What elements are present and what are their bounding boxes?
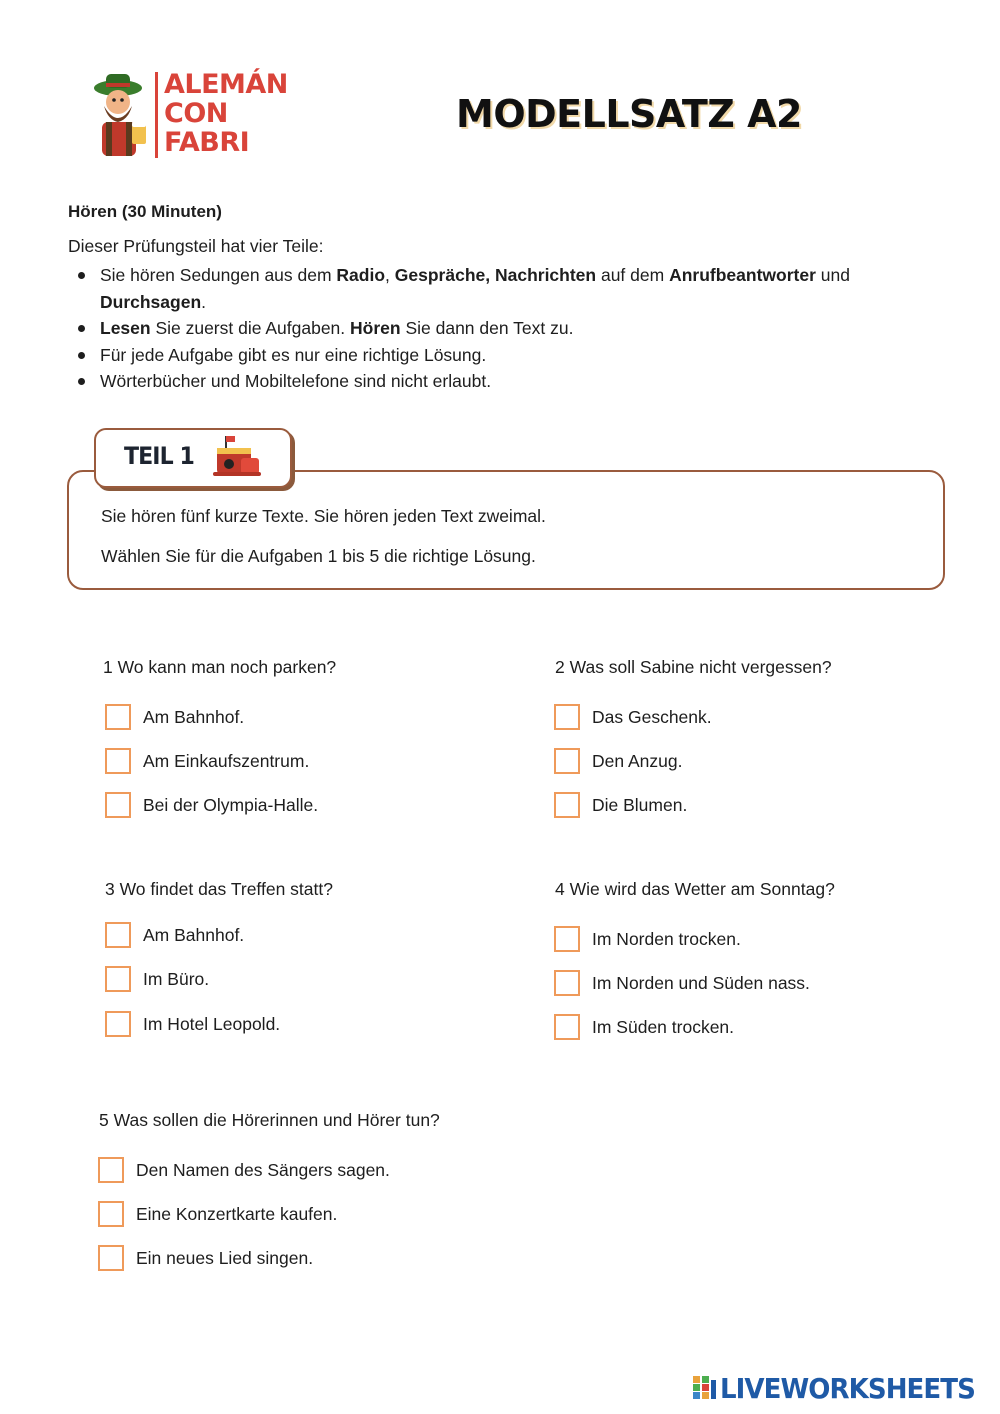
option-label: Am Einkaufszentrum. — [143, 750, 310, 771]
option-label: Den Anzug. — [592, 750, 683, 771]
answer-checkbox[interactable] — [105, 966, 131, 992]
answer-checkbox[interactable] — [554, 792, 580, 818]
intro-text: Dieser Prüfungsteil hat vier Teile: — [68, 236, 324, 256]
question-1: 1 Wo kann man noch parken? — [103, 657, 337, 677]
teil-tab — [94, 428, 292, 488]
answer-option — [554, 704, 712, 730]
answer-option — [105, 748, 309, 774]
liveworksheets-wordmark: LIVEWORKSHEETS — [720, 1371, 975, 1405]
option-label: Ein neues Lied singen. — [136, 1247, 314, 1268]
option-label: Im Süden trocken. — [592, 1016, 735, 1037]
mascot-icon — [92, 68, 152, 164]
answer-checkbox[interactable] — [105, 1011, 131, 1037]
answer-checkbox[interactable] — [98, 1201, 124, 1227]
instructions-list — [100, 262, 940, 395]
option-label: Im Büro. — [143, 968, 210, 989]
logo-line: CON — [164, 98, 228, 129]
section-heading: Hören (30 Minuten) — [68, 202, 222, 221]
question-2: 2 Was soll Sabine nicht vergessen? — [555, 657, 832, 677]
answer-option — [554, 748, 682, 774]
answer-checkbox[interactable] — [554, 704, 580, 730]
answer-checkbox[interactable] — [554, 926, 580, 952]
radio-icon — [213, 434, 263, 478]
logo-line: ALEMÁN — [164, 69, 288, 100]
answer-checkbox[interactable] — [105, 704, 131, 730]
instructions-panel — [67, 470, 945, 590]
answer-option — [554, 1014, 734, 1040]
page-title: MODELLSATZ A2 — [456, 92, 802, 136]
footer-brand — [692, 1371, 994, 1405]
list-item: Wörterbücher und Mobiltelefone sind nicht erlaubt. — [100, 368, 940, 395]
option-label: Eine Konzertkarte kaufen. — [136, 1203, 338, 1224]
instruction-text: Wählen Sie für die Aufgaben 1 bis 5 die richtige Lösung. — [101, 546, 536, 566]
answer-checkbox[interactable] — [98, 1157, 124, 1183]
option-label: Das Geschenk. — [592, 706, 712, 727]
option-label: Im Norden trocken. — [592, 928, 741, 949]
answer-checkbox[interactable] — [554, 1014, 580, 1040]
answer-checkbox[interactable] — [105, 922, 131, 948]
list-item: Sie hören Sedungen aus dem Radio, Gespräche, Nachrichten auf dem Anrufbeantworter und Durchsagen. — [100, 262, 940, 315]
logo-text — [164, 70, 288, 157]
option-label: Den Namen des Sängers sagen. — [136, 1159, 390, 1180]
option-label: Bei der Olympia-Halle. — [143, 794, 319, 815]
option-label: Die Blumen. — [592, 794, 688, 815]
answer-checkbox[interactable] — [105, 748, 131, 774]
liveworksheets-logo-icon — [692, 1374, 718, 1402]
answer-checkbox[interactable] — [554, 970, 580, 996]
option-label: Am Bahnhof. — [143, 924, 245, 945]
answer-option — [105, 922, 244, 948]
logo-line: FABRI — [164, 127, 250, 158]
instruction-text: Sie hören fünf kurze Texte. Sie hören jeden Text zweimal. — [101, 506, 546, 526]
answer-option — [98, 1157, 390, 1183]
answer-option — [105, 704, 244, 730]
list-item: Für jede Aufgabe gibt es nur eine richtige Lösung. — [100, 342, 940, 369]
option-label: Am Bahnhof. — [143, 706, 245, 727]
answer-option — [105, 966, 209, 992]
teil-label: TEIL 1 — [124, 442, 194, 470]
answer-checkbox[interactable] — [105, 792, 131, 818]
answer-option — [98, 1245, 313, 1271]
option-label: Im Norden und Süden nass. — [592, 972, 810, 993]
answer-option — [554, 792, 687, 818]
answer-checkbox[interactable] — [98, 1245, 124, 1271]
answer-option — [98, 1201, 337, 1227]
list-item: Lesen Sie zuerst die Aufgaben. Hören Sie dann den Text zu. — [100, 315, 940, 342]
answer-option — [554, 926, 741, 952]
logo-divider — [155, 72, 158, 158]
option-label: Im Hotel Leopold. — [143, 1013, 281, 1034]
answer-checkbox[interactable] — [554, 748, 580, 774]
answer-option — [105, 1011, 280, 1037]
logo — [92, 68, 302, 164]
question-5: 5 Was sollen die Hörerinnen und Hörer tun? — [99, 1110, 440, 1130]
answer-option — [554, 970, 810, 996]
question-4: 4 Wie wird das Wetter am Sonntag? — [555, 879, 835, 899]
answer-option — [105, 792, 318, 818]
question-3: 3 Wo findet das Treffen statt? — [105, 879, 333, 899]
